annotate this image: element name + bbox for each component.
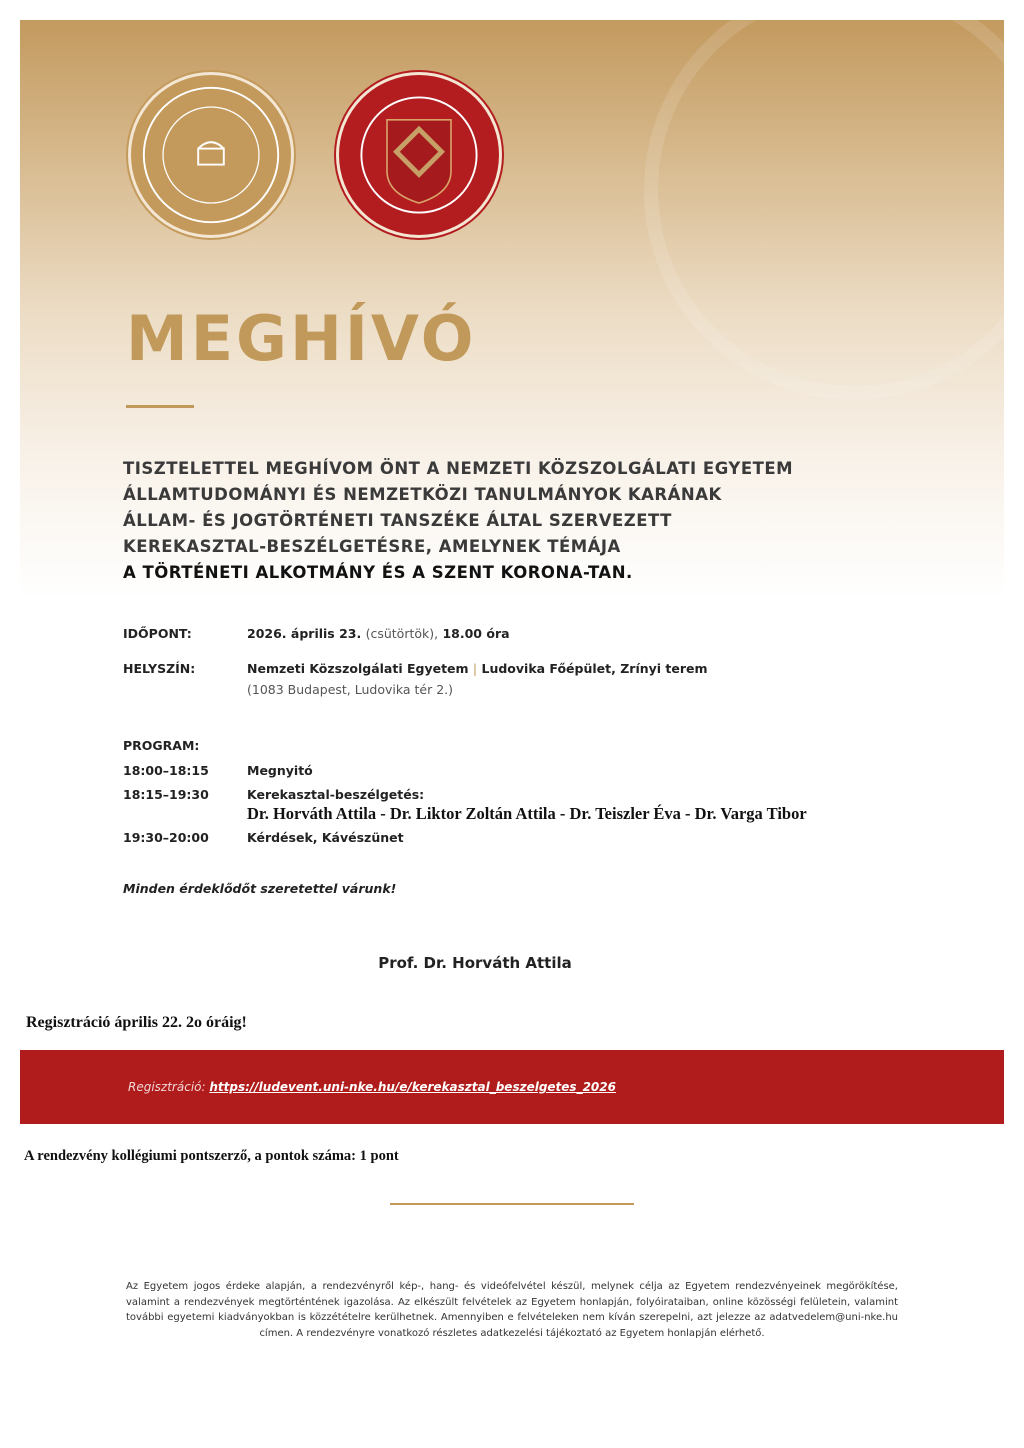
intro-line: KEREKASZTAL-BESZÉLGETÉSRE, AMELYNEK TÉMÁJA bbox=[123, 537, 621, 556]
program-title: Megnyitó bbox=[247, 763, 313, 778]
registration-link[interactable]: https://ludevent.uni-nke.hu/e/kerekasztal_beszelgetes_2026 bbox=[209, 1080, 616, 1094]
intro-line: A TÖRTÉNETI ALKOTMÁNY ÉS A SZENT KORONA-TAN. bbox=[123, 563, 633, 582]
ludovika-logo bbox=[128, 72, 294, 238]
intro-line: ÁLLAM- ÉS JOGTÖRTÉNETI TANSZÉKE ÁLTAL SZERVEZETT bbox=[123, 511, 672, 530]
registration-deadline: Regisztráció április 22. 2o óráig! bbox=[26, 1014, 247, 1031]
page-title: MEGHÍVÓ bbox=[126, 302, 477, 375]
faculty-logo bbox=[336, 72, 502, 238]
speakers: Dr. Horváth Attila - Dr. Liktor Zoltán Attila - Dr. Teiszler Éva - Dr. Varga Tibor bbox=[247, 804, 807, 823]
place-label: HELYSZÍN: bbox=[123, 661, 196, 676]
divider bbox=[390, 1203, 634, 1205]
decorative-ornament bbox=[644, 20, 1004, 400]
place: Nemzeti Közszolgálati Egyetem bbox=[247, 661, 469, 676]
divider bbox=[126, 405, 194, 408]
event-place bbox=[247, 661, 708, 676]
registration-banner bbox=[20, 1050, 1004, 1124]
invitation-text bbox=[123, 456, 793, 586]
hour: 18.00 óra bbox=[442, 626, 510, 641]
registration-label: Regisztráció: bbox=[128, 1080, 206, 1094]
date: 2026. április 23. bbox=[247, 626, 362, 641]
address: (1083 Budapest, Ludovika tér 2.) bbox=[247, 682, 454, 697]
event-time bbox=[247, 626, 510, 641]
program-title: Kerekasztal-beszélgetés: bbox=[247, 787, 425, 802]
points-info: A rendezvény kollégiumi pontszerző, a pontok száma: 1 pont bbox=[24, 1148, 399, 1164]
intro-line: ÁLLAMTUDOMÁNYI ÉS NEMZETKÖZI TANULMÁNYOK KARÁNAK bbox=[123, 485, 722, 504]
header-banner bbox=[20, 20, 1004, 600]
program-label: PROGRAM: bbox=[123, 738, 200, 753]
signature: Prof. Dr. Horváth Attila bbox=[378, 954, 572, 972]
venue: Ludovika Főépület, Zrínyi terem bbox=[481, 661, 708, 676]
separator: | bbox=[472, 661, 478, 676]
weekday: (csütörtök), bbox=[365, 626, 439, 641]
program-time: 18:15–19:30 bbox=[123, 787, 209, 802]
time-label: IDŐPONT: bbox=[123, 626, 192, 641]
program-time: 18:00–18:15 bbox=[123, 763, 209, 778]
welcome-text: Minden érdeklődőt szeretettel várunk! bbox=[123, 881, 397, 896]
intro-line: TISZTELETTEL MEGHÍVOM ÖNT A NEMZETI KÖZSZOLGÁLATI EGYETEM bbox=[123, 459, 794, 478]
program-time: 19:30–20:00 bbox=[123, 830, 209, 845]
program-title: Kérdések, Kávészünet bbox=[247, 830, 404, 845]
privacy-notice: Az Egyetem jogos érdeke alapján, a rendezvényről kép-, hang- és videófelvétel készül, melynek célja az Egyetem rendezvényeinek megörökítése, valamint a rendezvények megtörténtének igazolása. Az elkészült felvételek az Egyetem honlapján, folyóirataiban, online közösségi felületein, valamint további egyetemi kiadványokban is közzétételre kerülhetnek. Amennyiben e felvételeken nem kíván szerepelni, azt jelezze az adatvedelem@uni-nke.hu címen. A rendezvényre vonatkozó részletes adatkezelési tájékoztató az Egyetem honlapján elérhető. bbox=[126, 1281, 898, 1339]
